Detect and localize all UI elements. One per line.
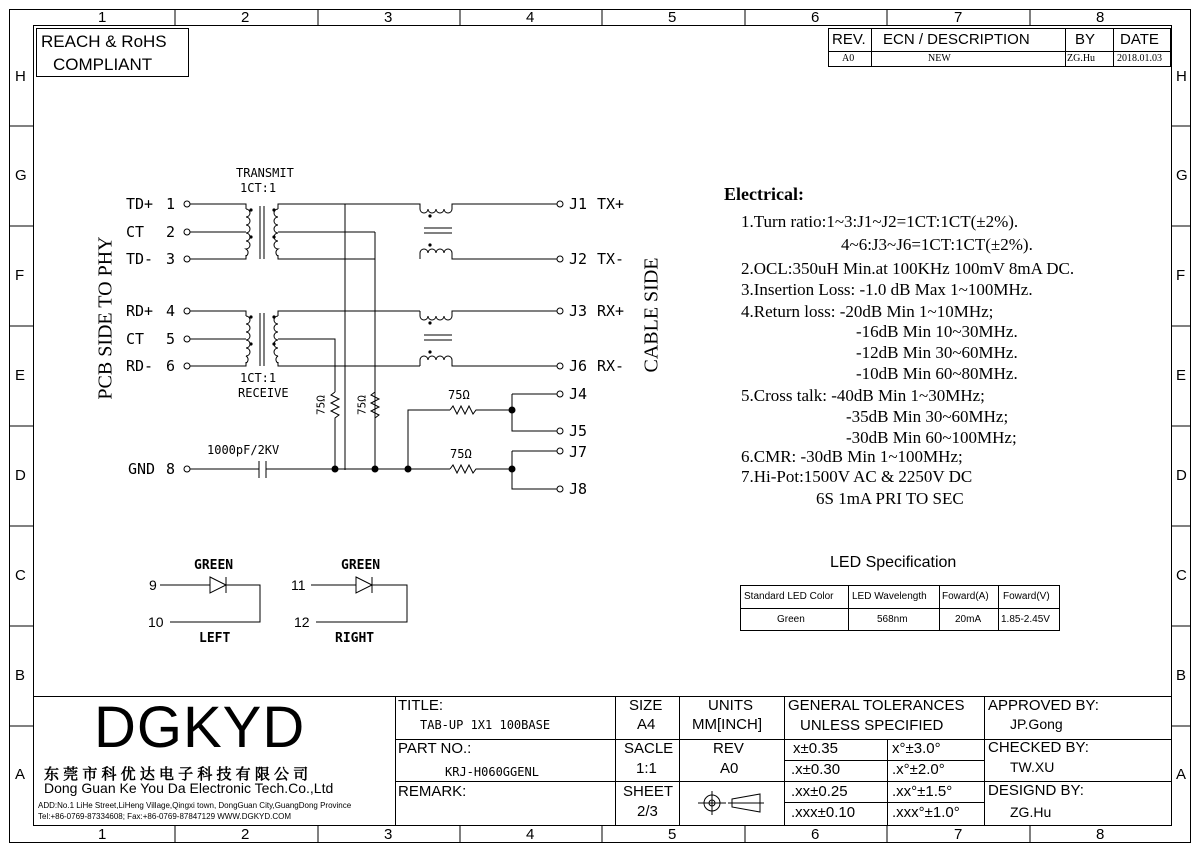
- electrical-line-9: 5.Cross talk: -40dB Min 1~30MHz;: [741, 386, 985, 405]
- electrical-line-10: -35dB Min 30~60MHz;: [846, 407, 1009, 426]
- rev-row-date: 2018.01.03: [1117, 53, 1162, 64]
- grid-row-right-A: A: [1176, 766, 1187, 783]
- compliance-line2: COMPLIANT: [53, 55, 153, 74]
- grid-col-top-2: 2: [241, 9, 250, 26]
- checked-label: CHECKED BY:: [988, 739, 1089, 756]
- projection-symbol-icon: [696, 789, 766, 817]
- led-left-side: LEFT: [199, 631, 231, 646]
- grid-row-left-C: C: [15, 567, 26, 584]
- led-spec-voltage: 1.85-2.45V: [1001, 614, 1050, 625]
- grid-row-left-B: B: [15, 667, 26, 684]
- sheet-label: SHEET: [623, 783, 674, 800]
- grid-col-top-5: 5: [668, 9, 677, 26]
- receive-label: RECEIVE: [238, 386, 289, 400]
- pin-rd-plus-name: RD+: [126, 302, 154, 320]
- grid-row-right-C: C: [1176, 567, 1187, 584]
- grid-row-right-B: B: [1176, 667, 1187, 684]
- grid-row-left-G: G: [15, 167, 27, 184]
- checked-value: TW.XU: [1010, 759, 1055, 775]
- resistor-h1-label: 75Ω: [448, 388, 470, 402]
- electrical-line-14: 6S 1mA PRI TO SEC: [816, 489, 964, 508]
- designed-value: ZG.Hu: [1010, 804, 1052, 820]
- pin-j8: J8: [569, 480, 588, 498]
- led-right-color: GREEN: [341, 558, 381, 573]
- rev-row-rev: A0: [842, 53, 855, 64]
- units-label: UNITS: [708, 697, 753, 714]
- cable-side-label: CABLE SIDE: [640, 257, 663, 373]
- pin-ct2-num: 5: [166, 330, 176, 348]
- size-value: A4: [637, 716, 656, 733]
- grid-row-right-H: H: [1176, 68, 1187, 85]
- electrical-line-1: 1.Turn ratio:1~3:J1~J2=1CT:1CT(±2%).: [741, 212, 1019, 231]
- grid-col-top-4: 4: [526, 9, 535, 26]
- rev-header-by: BY: [1075, 31, 1096, 48]
- electrical-line-8: -10dB Min 60~80MHz.: [856, 364, 1018, 383]
- scale-value: 1:1: [636, 760, 657, 777]
- grid-row-left-H: H: [15, 68, 26, 85]
- grid-col-top-8: 8: [1096, 9, 1105, 26]
- led-right-pin-b: 12: [294, 614, 310, 630]
- led-spec-header-color: Standard LED Color: [744, 591, 834, 602]
- company-logo: DGKYD: [94, 695, 306, 760]
- pin-gnd-name: GND: [128, 460, 156, 478]
- pin-rd-plus-num: 4: [166, 302, 176, 320]
- electrical-line-11: -30dB Min 60~100MHz;: [846, 428, 1017, 447]
- tolerance-angle-3: .xxx°±1.0°: [892, 804, 960, 821]
- transmit-ratio: 1CT:1: [240, 181, 277, 195]
- pin-j2-sig: TX-: [597, 250, 625, 268]
- capacitor-label: 1000pF/2KV: [207, 443, 280, 457]
- designed-label: DESIGND BY:: [988, 782, 1084, 799]
- electrical-title: Electrical:: [724, 184, 804, 204]
- grid-col-bottom-7: 7: [954, 826, 963, 843]
- grid-row-right-D: D: [1176, 467, 1187, 484]
- tolerance-angle-0: x°±3.0°: [892, 740, 941, 757]
- tolerance-linear-3: .xxx±0.10: [791, 804, 856, 821]
- company-name-en: Dong Guan Ke You Da Electronic Tech.Co.,Ltd: [44, 780, 334, 796]
- company-address: ADD:No.1 LiHe Street,LiHeng Village,Qingxi town, DongGuan City,GuangDong Province: [38, 801, 352, 810]
- grid-row-right-G: G: [1176, 167, 1188, 184]
- pin-ct1-name: CT: [126, 223, 145, 241]
- grid-col-top-6: 6: [811, 9, 820, 26]
- rev-header-ecn: ECN / DESCRIPTION: [883, 31, 1030, 48]
- tolerance-angle-2: .xx°±1.5°: [892, 783, 953, 800]
- pin-j3: J3: [569, 302, 588, 320]
- led-spec-wavelength: 568nm: [877, 614, 908, 625]
- led-left-pin-a: 9: [149, 577, 157, 593]
- grid-row-right-E: E: [1176, 367, 1187, 384]
- part-no-label: PART NO.:: [398, 740, 472, 757]
- pin-rd-minus-num: 6: [166, 357, 176, 375]
- led-right-pin-a: 11: [291, 577, 306, 593]
- resistor-v1-label: 75Ω: [314, 395, 328, 415]
- led-spec-color: Green: [777, 614, 805, 625]
- electrical-line-7: -12dB Min 30~60MHz.: [856, 343, 1018, 362]
- grid-row-left-E: E: [15, 367, 26, 384]
- size-label: SIZE: [629, 697, 663, 714]
- pin-ct1-num: 2: [166, 223, 176, 241]
- pin-j4: J4: [569, 385, 588, 403]
- approved-value: JP.Gong: [1010, 716, 1063, 732]
- electrical-line-2: 4~6:J3~J6=1CT:1CT(±2%).: [841, 235, 1033, 254]
- led-right-side: RIGHT: [335, 631, 375, 646]
- electrical-line-6: -16dB Min 10~30MHz.: [856, 322, 1018, 341]
- compliance-line1: REACH & RoHS: [41, 32, 167, 51]
- electrical-line-5: 4.Return loss: -20dB Min 1~10MHz;: [741, 302, 994, 321]
- led-spec-header-current: Foward(A): [942, 591, 989, 602]
- pin-j1: J1: [569, 195, 588, 213]
- pin-td-minus-num: 3: [166, 250, 176, 268]
- grid-row-left-F: F: [15, 267, 25, 284]
- grid-col-bottom-2: 2: [241, 826, 250, 843]
- pin-td-plus-num: 1: [166, 195, 176, 213]
- tolerance-title-2: UNLESS SPECIFIED: [800, 717, 944, 734]
- pin-j7: J7: [569, 443, 588, 461]
- led-spec-title: LED Specification: [830, 554, 957, 571]
- grid-col-top-7: 7: [954, 9, 963, 26]
- pin-j1-sig: TX+: [597, 195, 625, 213]
- pin-td-minus-name: TD-: [126, 250, 154, 268]
- part-no-value: KRJ-H060GGENL: [445, 765, 539, 779]
- tolerance-angle-1: .x°±2.0°: [892, 761, 945, 778]
- electrical-line-12: 6.CMR: -30dB Min 1~100MHz;: [741, 447, 963, 466]
- approved-label: APPROVED BY:: [988, 697, 1099, 714]
- led-spec-current: 20mA: [955, 614, 982, 625]
- pin-j2: J2: [569, 250, 588, 268]
- pin-j6-sig: RX-: [597, 357, 625, 375]
- grid-col-top-3: 3: [384, 9, 393, 26]
- receive-ratio: 1CT:1: [240, 371, 277, 385]
- pin-gnd-num: 8: [166, 460, 176, 478]
- pin-rd-minus-name: RD-: [126, 357, 154, 375]
- grid-row-left-A: A: [15, 766, 26, 783]
- tolerance-linear-2: .xx±0.25: [791, 783, 848, 800]
- pin-j6: J6: [569, 357, 588, 375]
- sheet-value: 2/3: [637, 803, 658, 820]
- grid-col-bottom-3: 3: [384, 826, 393, 843]
- pcb-side-label: PCB SIDE TO PHY: [94, 236, 117, 400]
- grid-col-top-1: 1: [98, 9, 107, 26]
- grid-col-bottom-8: 8: [1096, 826, 1105, 843]
- grid-row-left-D: D: [15, 467, 26, 484]
- resistor-h2-label: 75Ω: [450, 447, 472, 461]
- grid-col-bottom-6: 6: [811, 826, 820, 843]
- pin-td-plus-name: TD+: [126, 195, 154, 213]
- title-label: TITLE:: [398, 697, 444, 714]
- led-spec-header-wavelength: LED Wavelength: [852, 591, 927, 602]
- rev-label: REV: [713, 740, 744, 757]
- electrical-line-13: 7.Hi-Pot:1500V AC & 2250V DC: [741, 467, 973, 486]
- rev-header-rev: REV.: [832, 31, 866, 48]
- led-left-pin-b: 10: [148, 614, 164, 630]
- title-value: TAB-UP 1X1 100BASE: [420, 718, 551, 732]
- remark-label: REMARK:: [398, 783, 467, 800]
- grid-col-bottom-4: 4: [526, 826, 535, 843]
- pin-j3-sig: RX+: [597, 302, 625, 320]
- rev-value: A0: [720, 760, 739, 777]
- electrical-line-4: 3.Insertion Loss: -1.0 dB Max 1~100MHz.: [741, 280, 1033, 299]
- led-spec-header-voltage: Foward(V): [1003, 591, 1050, 602]
- tolerance-title-1: GENERAL TOLERANCES: [788, 697, 965, 714]
- pin-j5: J5: [569, 422, 588, 440]
- tolerance-linear-0: x±0.35: [793, 740, 838, 757]
- electrical-line-3: 2.OCL:350uH Min.at 100KHz 100mV 8mA DC.: [741, 259, 1075, 278]
- company-name-cn: 东 莞 市 科 优 达 电 子 科 技 有 限 公 司: [44, 766, 309, 783]
- scale-label: SACLE: [624, 740, 674, 757]
- rev-row-by: ZG.Hu: [1067, 53, 1096, 64]
- units-value: MM[INCH]: [692, 716, 762, 733]
- resistor-v2-label: 75Ω: [355, 395, 369, 415]
- led-left-color: GREEN: [194, 558, 234, 573]
- tolerance-linear-1: .x±0.30: [791, 761, 841, 778]
- grid-col-bottom-5: 5: [668, 826, 677, 843]
- rev-row-desc: NEW: [928, 53, 951, 64]
- company-contact: Tel:+86-0769-87334608; Fax:+86-0769-87847129 WWW.DGKYD.COM: [38, 812, 292, 821]
- pin-ct2-name: CT: [126, 330, 145, 348]
- grid-col-bottom-1: 1: [98, 826, 107, 843]
- grid-row-right-F: F: [1176, 267, 1186, 284]
- rev-header-date: DATE: [1120, 31, 1159, 48]
- transmit-label: TRANSMIT: [236, 166, 294, 180]
